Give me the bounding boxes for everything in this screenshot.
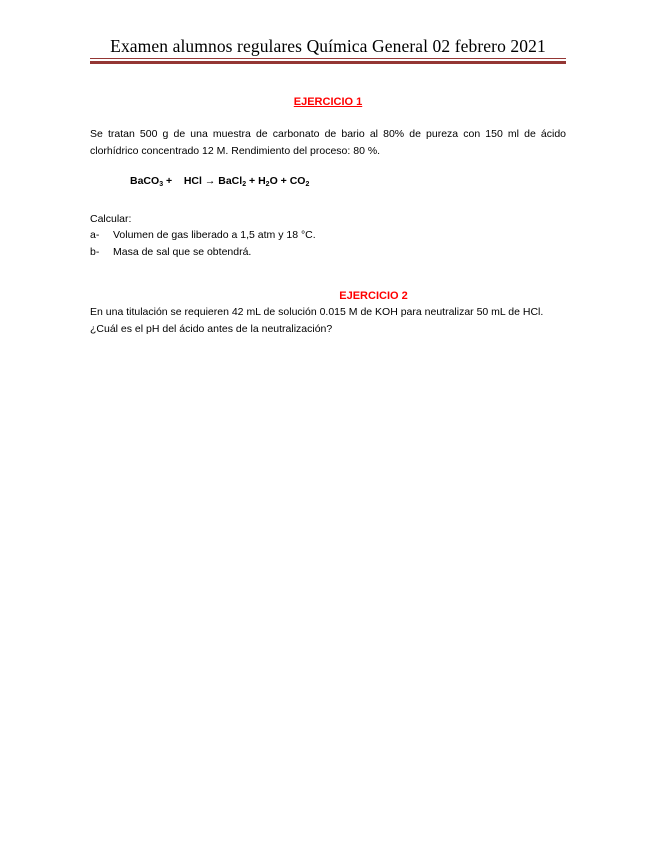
list-item [90, 227, 316, 244]
exercise-1-statement: Se tratan 500 g de una muestra de carbonato de bario al 80% de pureza con 150 ml de ácido clorhídrico concentrado 12 M. Rendimiento del proceso: 80 %. [90, 128, 566, 157]
product-h2o: $H_2O$ [258, 175, 278, 188]
list-marker: a- [90, 229, 100, 241]
list-item-text: Masa de sal que se obtendrá. [113, 245, 252, 258]
chemical-equation [130, 175, 309, 188]
exercise-2-title: EJERCICIO 2 [339, 290, 408, 302]
list-item [90, 244, 316, 261]
exercise-1-title: EJERCICIO 1 [293, 96, 363, 108]
reactant-baco3: BaCO$_3$ [130, 175, 164, 188]
product-bacl2: BaCl$_2$ [218, 175, 247, 188]
page-header-title: Examen alumnos regulares Química General 02 febrero 2021 [110, 36, 546, 56]
reactant-hcl: HCl [183, 175, 202, 187]
list-marker: b- [90, 245, 100, 258]
list-item-text: Volumen de gas liberado a 1,5 atm y 18 °C. [113, 229, 316, 241]
reaction-arrow: → [201, 175, 219, 187]
exercise-1-questions [90, 227, 316, 260]
exercise-2-statement: En una titulación se requieren 42 mL de solución 0.015 M de KOH para neutralizar 50 mL de HCl. ¿Cuál es el pH del ácido antes de la neutralización? [90, 306, 544, 335]
plus-sign: + [277, 175, 290, 187]
plus-sign: + [246, 175, 259, 187]
calculate-label: Calcular: [90, 213, 132, 225]
header-rule-thin [90, 58, 566, 59]
header-rule-thick [90, 61, 566, 64]
plus-sign: + [163, 175, 184, 187]
product-co2: $CO_2$ [289, 175, 310, 188]
